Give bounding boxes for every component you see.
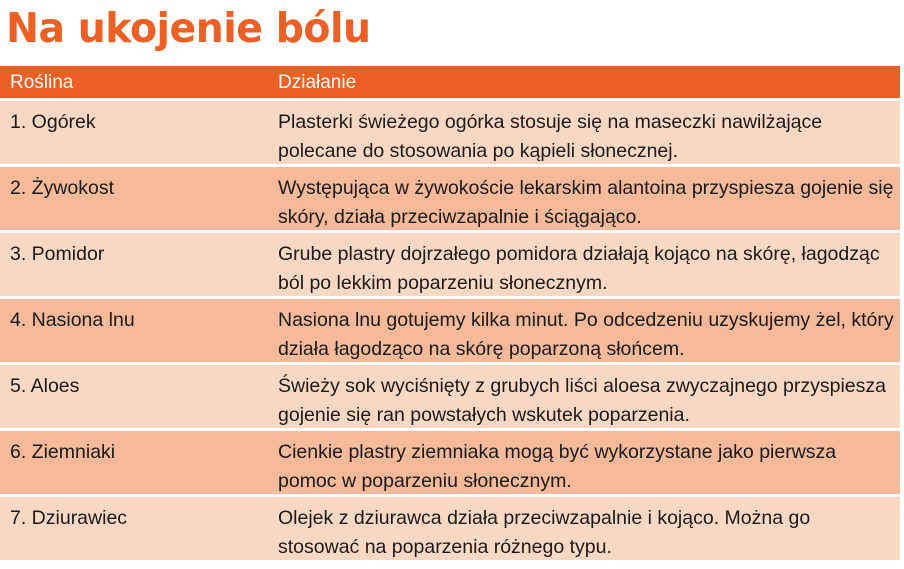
action-cell: Świeży sok wyciśnięty z grubych liści aloesa zwyczajnego przyspiesza gojenie się ran powstałych wskutek poparzenia. <box>278 375 886 426</box>
table-row <box>0 299 900 365</box>
table-row <box>0 431 900 497</box>
plant-cell: 4. Nasiona lnu <box>10 309 135 331</box>
page-title: Na ukojenie bólu <box>6 4 371 52</box>
plant-cell: 6. Ziemniaki <box>10 441 116 463</box>
remedies-table <box>0 66 900 563</box>
table-row <box>0 497 900 563</box>
action-cell: Cienkie plastry ziemniaka mogą być wykorzystane jako pierwsza pomoc w poparzeniu słonecznym. <box>278 441 837 492</box>
plant-cell: 7. Dziurawiec <box>10 507 128 529</box>
column-header-plant: Roślina <box>10 71 74 93</box>
plant-cell: 1. Ogórek <box>10 111 96 133</box>
action-cell: Nasiona lnu gotujemy kilka minut. Po odcedzeniu uzyskujemy żel, który działa łagodząco na skórę poparzoną słońcem. <box>278 309 894 360</box>
action-cell: Występująca w żywokoście lekarskim alantoina przyspiesza gojenie się skóry, działa przeciwzapalnie i ściągająco. <box>278 177 894 228</box>
action-cell: Plasterki świeżego ogórka stosuje się na maseczki nawilżające polecane do stosowania po kąpieli słonecznej. <box>278 111 823 162</box>
plant-cell: 2. Żywokost <box>10 177 115 199</box>
column-header-action: Działanie <box>278 71 357 93</box>
table-row <box>0 365 900 431</box>
table-header-row <box>0 66 900 101</box>
table-row <box>0 167 900 233</box>
plant-cell: 5. Aloes <box>10 375 80 397</box>
action-cell: Grube plastry dojrzałego pomidora działają kojąco na skórę, łagodząc ból po lekkim poparzeniu słonecznym. <box>278 243 880 294</box>
table-row <box>0 101 900 167</box>
table-row <box>0 233 900 299</box>
action-cell: Olejek z dziurawca działa przeciwzapalnie i kojąco. Można go stosować na poparzenia różnego typu. <box>278 507 811 558</box>
plant-cell: 3. Pomidor <box>10 243 105 265</box>
